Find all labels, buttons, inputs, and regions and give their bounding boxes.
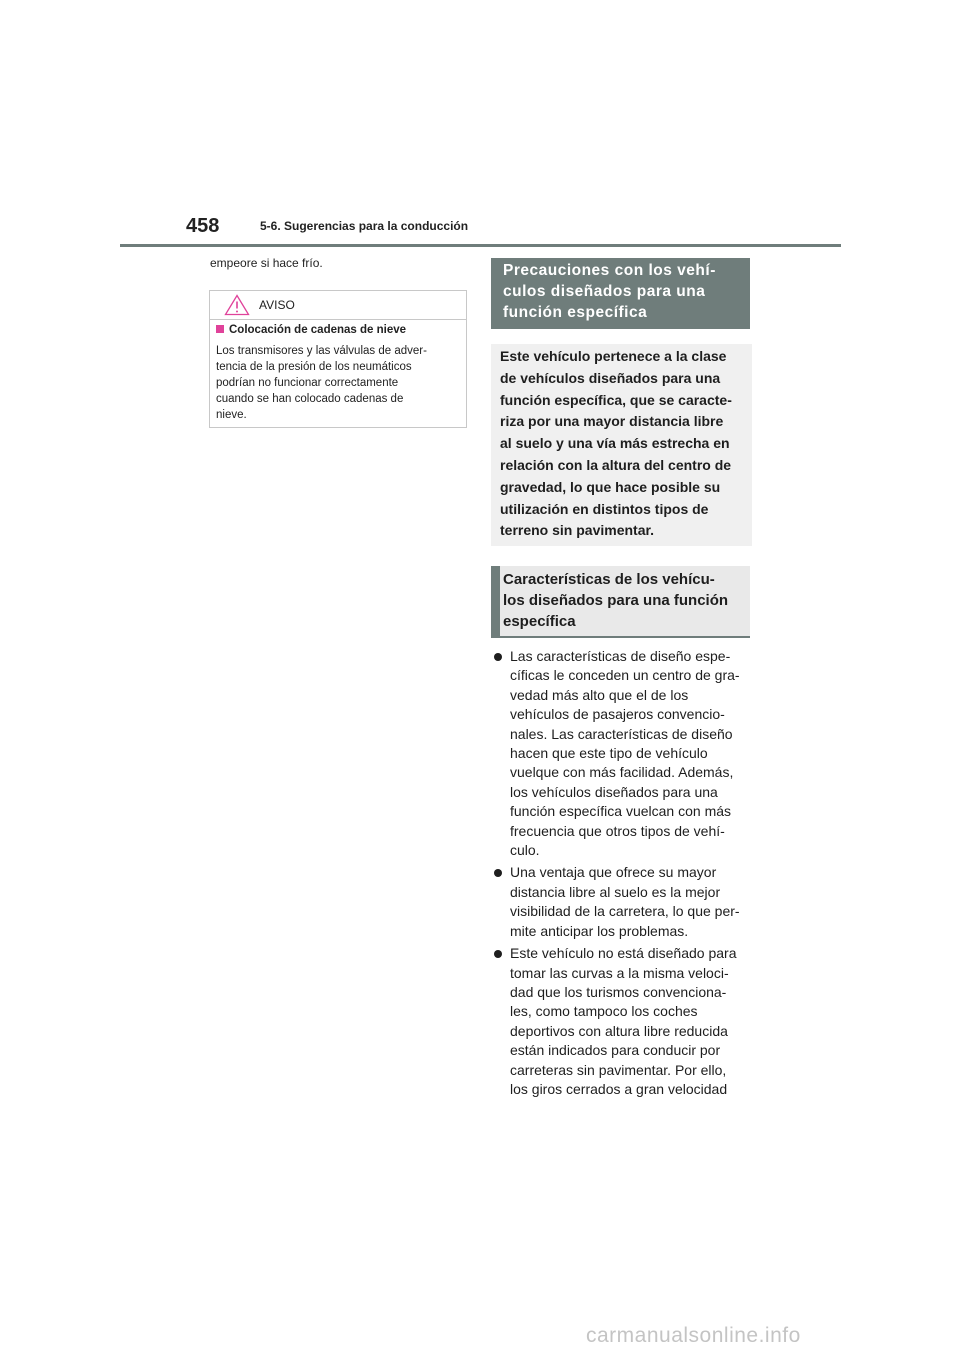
bullet-list [491, 647, 751, 1102]
bullet-line: están indicados para conducir por [510, 1042, 721, 1059]
bullet-line: cíficas le conceden un centro de gra- [510, 667, 740, 684]
bullet-line: Este vehículo no está diseñado para [510, 945, 737, 962]
warning-body-line: podrían no funcionar correctamente [216, 377, 399, 389]
list-item [491, 647, 751, 860]
heading-precauciones [491, 258, 750, 329]
panel-line: relación con la altura del centro de [500, 456, 732, 473]
section-title: 5-6. Sugerencias para la conducción [260, 219, 469, 233]
warning-box [209, 290, 467, 428]
warning-subtitle-text: Colocación de cadenas de nieve [229, 324, 407, 336]
heading-line: Precauciones con los vehí- [503, 262, 716, 279]
bullet-dot-icon [494, 653, 502, 661]
warning-subtitle [216, 324, 406, 336]
list-item [491, 863, 751, 941]
heading-line: específica [503, 613, 576, 630]
warning-body [216, 343, 460, 423]
panel-line: terreno sin pavimentar. [500, 522, 655, 539]
heading-line: función específica [503, 304, 648, 321]
bullet-line: Las características de diseño espe- [510, 648, 731, 664]
warning-body-line: nieve. [216, 409, 247, 421]
heading-caracteristicas [491, 566, 750, 638]
bullet-line: los vehículos diseñados para una [510, 783, 718, 800]
header-rule [120, 244, 841, 247]
bullet-line: vehículos de pasajeros convencio- [510, 706, 725, 723]
bullet-line: Una ventaja que ofrece su mayor [510, 864, 717, 881]
bullet-line: distancia libre al suelo es la mejor [510, 883, 721, 900]
list-item [491, 944, 751, 1099]
bullet-line: visibilidad de la carretera, lo que per- [510, 903, 740, 920]
warning-body-line: cuando se han colocado cadenas de [216, 393, 404, 405]
warning-body-line: tencia de la presión de los neumáticos [216, 361, 412, 373]
warning-header [210, 291, 466, 320]
warning-body-line: Los transmisores y las válvulas de adver- [216, 345, 427, 357]
bullet-dot-icon [494, 869, 502, 877]
bullet-line: función específica vuelcan con más [510, 803, 732, 820]
bullet-dot-icon [494, 950, 502, 958]
panel-line: de vehículos diseñados para una [500, 369, 721, 386]
panel-line: riza por una mayor distancia libre [500, 413, 724, 430]
bullet-line: hacen que este tipo de vehículo [510, 745, 708, 762]
panel-line: utilización en distintos tipos de [500, 500, 709, 517]
bullet-line: culo. [510, 842, 540, 859]
heading-line: culos diseñados para una [503, 283, 706, 300]
panel-line: gravedad, lo que hace posible su [500, 478, 721, 495]
bullet-line: carreteras sin pavimentar. Por ello, [510, 1061, 727, 1078]
info-panel [491, 344, 752, 546]
page-number: 458 [186, 215, 220, 237]
panel-line: función específica, que se caracte- [500, 391, 732, 408]
panel-line: al suelo y una vía más estrecha en [500, 435, 730, 452]
bullet-line: dad que los turismos convenciona- [510, 983, 727, 1000]
heading-line: los diseñados para una función [503, 592, 729, 609]
bullet-line: vuelque con más facilidad. Además, [510, 764, 734, 781]
bullet-line: los giros cerrados a gran velocidad [510, 1080, 728, 1097]
bullet-line: les, como tampoco los coches [510, 1003, 698, 1020]
watermark: carmanualsonline.info [586, 1324, 801, 1347]
bullet-line: frecuencia que otros tipos de vehí- [510, 822, 725, 839]
bullet-line: mite anticipar los problemas. [510, 922, 689, 939]
bullet-line: vedad más alto que el de los [510, 686, 689, 703]
lead-text: empeore si hace frío. [210, 256, 323, 270]
warning-label: AVISO [259, 298, 295, 312]
bullet-line: tomar las curvas a la misma veloci- [510, 964, 729, 981]
bullet-line: deportivos con altura libre reducida [510, 1022, 728, 1039]
bullet-line: nales. Las características de diseño [510, 725, 733, 742]
square-bullet-icon [216, 325, 224, 333]
panel-line: Este vehículo pertenece a la clase [500, 348, 727, 364]
heading-line: Características de los vehícu- [503, 571, 715, 588]
warning-triangle-icon [224, 294, 250, 321]
